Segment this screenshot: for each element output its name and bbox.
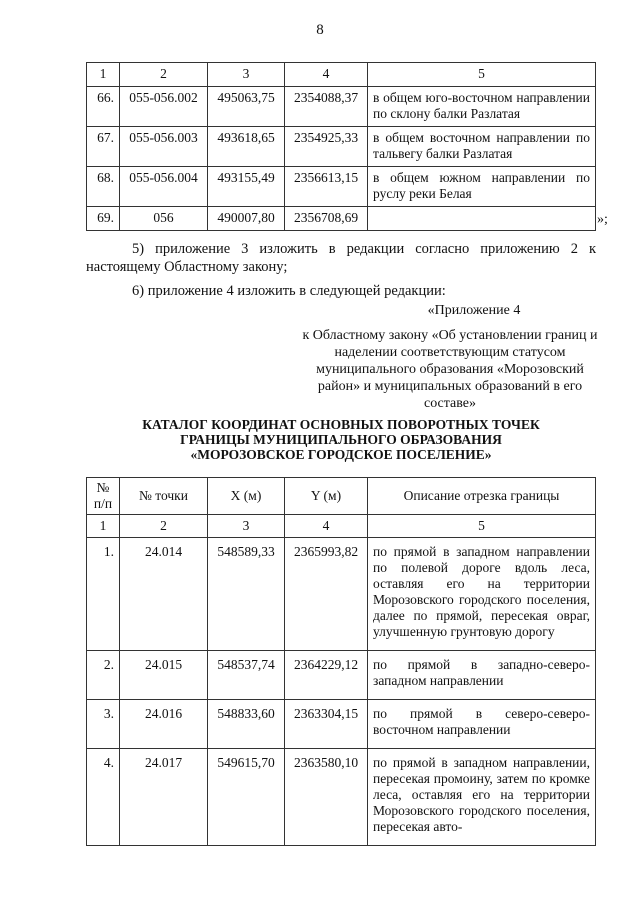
header-number (87, 478, 120, 515)
header-description: Описание отрезка границы (368, 478, 596, 515)
appendix-heading: «Приложение 4 (427, 303, 521, 318)
x-coordinate: 493155,49 (208, 167, 285, 207)
header-cell: 1 (87, 63, 120, 87)
table-row (87, 87, 596, 127)
x-coordinate: 548589,33 (208, 538, 285, 651)
header-cell: 2 (120, 63, 208, 87)
point-number: 055-056.003 (120, 127, 208, 167)
y-coordinate: 2364229,12 (285, 651, 368, 700)
segment-description: по прямой в западном направлении по полевой дороге вдоль леса, оставляя его на территории Морозовского городского поселения, далее по прямой, пересекая овраг, улучшенную грунтовую дорогу (368, 538, 596, 651)
catalog-title-line: «МОРОЗОВСКОЕ ГОРОДСКОЕ ПОСЕЛЕНИЕ» (190, 447, 492, 462)
x-coordinate: 490007,80 (208, 207, 285, 231)
segment-description: в общем юго-восточном направлении по склону балки Разлатая (368, 87, 596, 127)
segment-description: в общем восточном направлении по тальвегу балки Разлатая (368, 127, 596, 167)
y-coordinate: 2356708,69 (285, 207, 368, 231)
segment-description (368, 207, 596, 231)
catalog-title-line: ГРАНИЦЫ МУНИЦИПАЛЬНОГО ОБРАЗОВАНИЯ (180, 432, 502, 447)
header-cell: 3 (208, 63, 285, 87)
point-number: 24.014 (120, 538, 208, 651)
row-number: 67. (87, 127, 120, 167)
appendix-text: к Областному закону «Об установлении границ и наделении соответствующим статусом муниципального образования «Морозовский район» и муниципальных образований в его составе» (302, 328, 598, 411)
header-cell: 5 (368, 63, 596, 87)
catalog-title (86, 417, 596, 462)
column-number: 2 (120, 515, 208, 538)
row-number: 68. (87, 167, 120, 207)
y-coordinate: 2363304,15 (285, 700, 368, 749)
y-coordinate: 2356613,15 (285, 167, 368, 207)
row-number: 66. (87, 87, 120, 127)
row-number: 69. (87, 207, 120, 231)
header-x: X (м) (208, 478, 285, 515)
table-row (87, 207, 596, 231)
table-row (87, 651, 596, 700)
table-row (87, 700, 596, 749)
x-coordinate: 495063,75 (208, 87, 285, 127)
x-coordinate: 549615,70 (208, 749, 285, 846)
point-number: 056 (120, 207, 208, 231)
column-number: 4 (285, 515, 368, 538)
y-coordinate: 2354925,33 (285, 127, 368, 167)
header-y: Y (м) (285, 478, 368, 515)
y-coordinate: 2354088,37 (285, 87, 368, 127)
point-number: 24.017 (120, 749, 208, 846)
header-number-line2: п/п (93, 496, 113, 511)
column-number: 1 (87, 515, 120, 538)
table-header-row (87, 478, 596, 515)
table-row (87, 167, 596, 207)
point-number: 24.015 (120, 651, 208, 700)
closing-quote: »; (597, 212, 608, 227)
page-number: 8 (316, 22, 324, 38)
segment-description: в общем южном направлении по руслу реки Белая (368, 167, 596, 207)
column-number: 3 (208, 515, 285, 538)
row-number: 2. (87, 651, 120, 700)
paragraph-6: 6) приложение 4 изложить в следующей редакции: (132, 283, 446, 299)
header-point: № точки (120, 478, 208, 515)
y-coordinate: 2363580,10 (285, 749, 368, 846)
header-number-line1: № (96, 480, 110, 495)
x-coordinate: 548537,74 (208, 651, 285, 700)
table-row (87, 749, 596, 846)
row-number: 4. (87, 749, 120, 846)
point-number: 055-056.004 (120, 167, 208, 207)
column-number-row (87, 515, 596, 538)
segment-description: по прямой в северо-северо-восточном направлении (368, 700, 596, 749)
header-cell: 4 (285, 63, 368, 87)
previous-coordinates-table (86, 62, 596, 231)
segment-description: по прямой в западно-северо-западном направлении (368, 651, 596, 700)
segment-description: по прямой в западном направлении, пересекая промоину, затем по кромке леса, оставляя его на территории Морозовского городского поселения, пересекая авто- (368, 749, 596, 846)
appendix-caption (300, 302, 600, 412)
paragraph-5: 5) приложение 3 изложить в редакции согласно приложению 2 к настоящему Областному закону; (86, 241, 596, 275)
x-coordinate: 493618,65 (208, 127, 285, 167)
y-coordinate: 2365993,82 (285, 538, 368, 651)
table-row (87, 538, 596, 651)
point-number: 24.016 (120, 700, 208, 749)
row-number: 3. (87, 700, 120, 749)
row-number: 1. (87, 538, 120, 651)
x-coordinate: 548833,60 (208, 700, 285, 749)
table-row (87, 127, 596, 167)
catalog-title-line: КАТАЛОГ КООРДИНАТ ОСНОВНЫХ ПОВОРОТНЫХ ТОЧЕК (142, 417, 540, 432)
catalog-coordinates-table (86, 477, 596, 846)
point-number: 055-056.002 (120, 87, 208, 127)
table-header-row (87, 63, 596, 87)
column-number: 5 (368, 515, 596, 538)
